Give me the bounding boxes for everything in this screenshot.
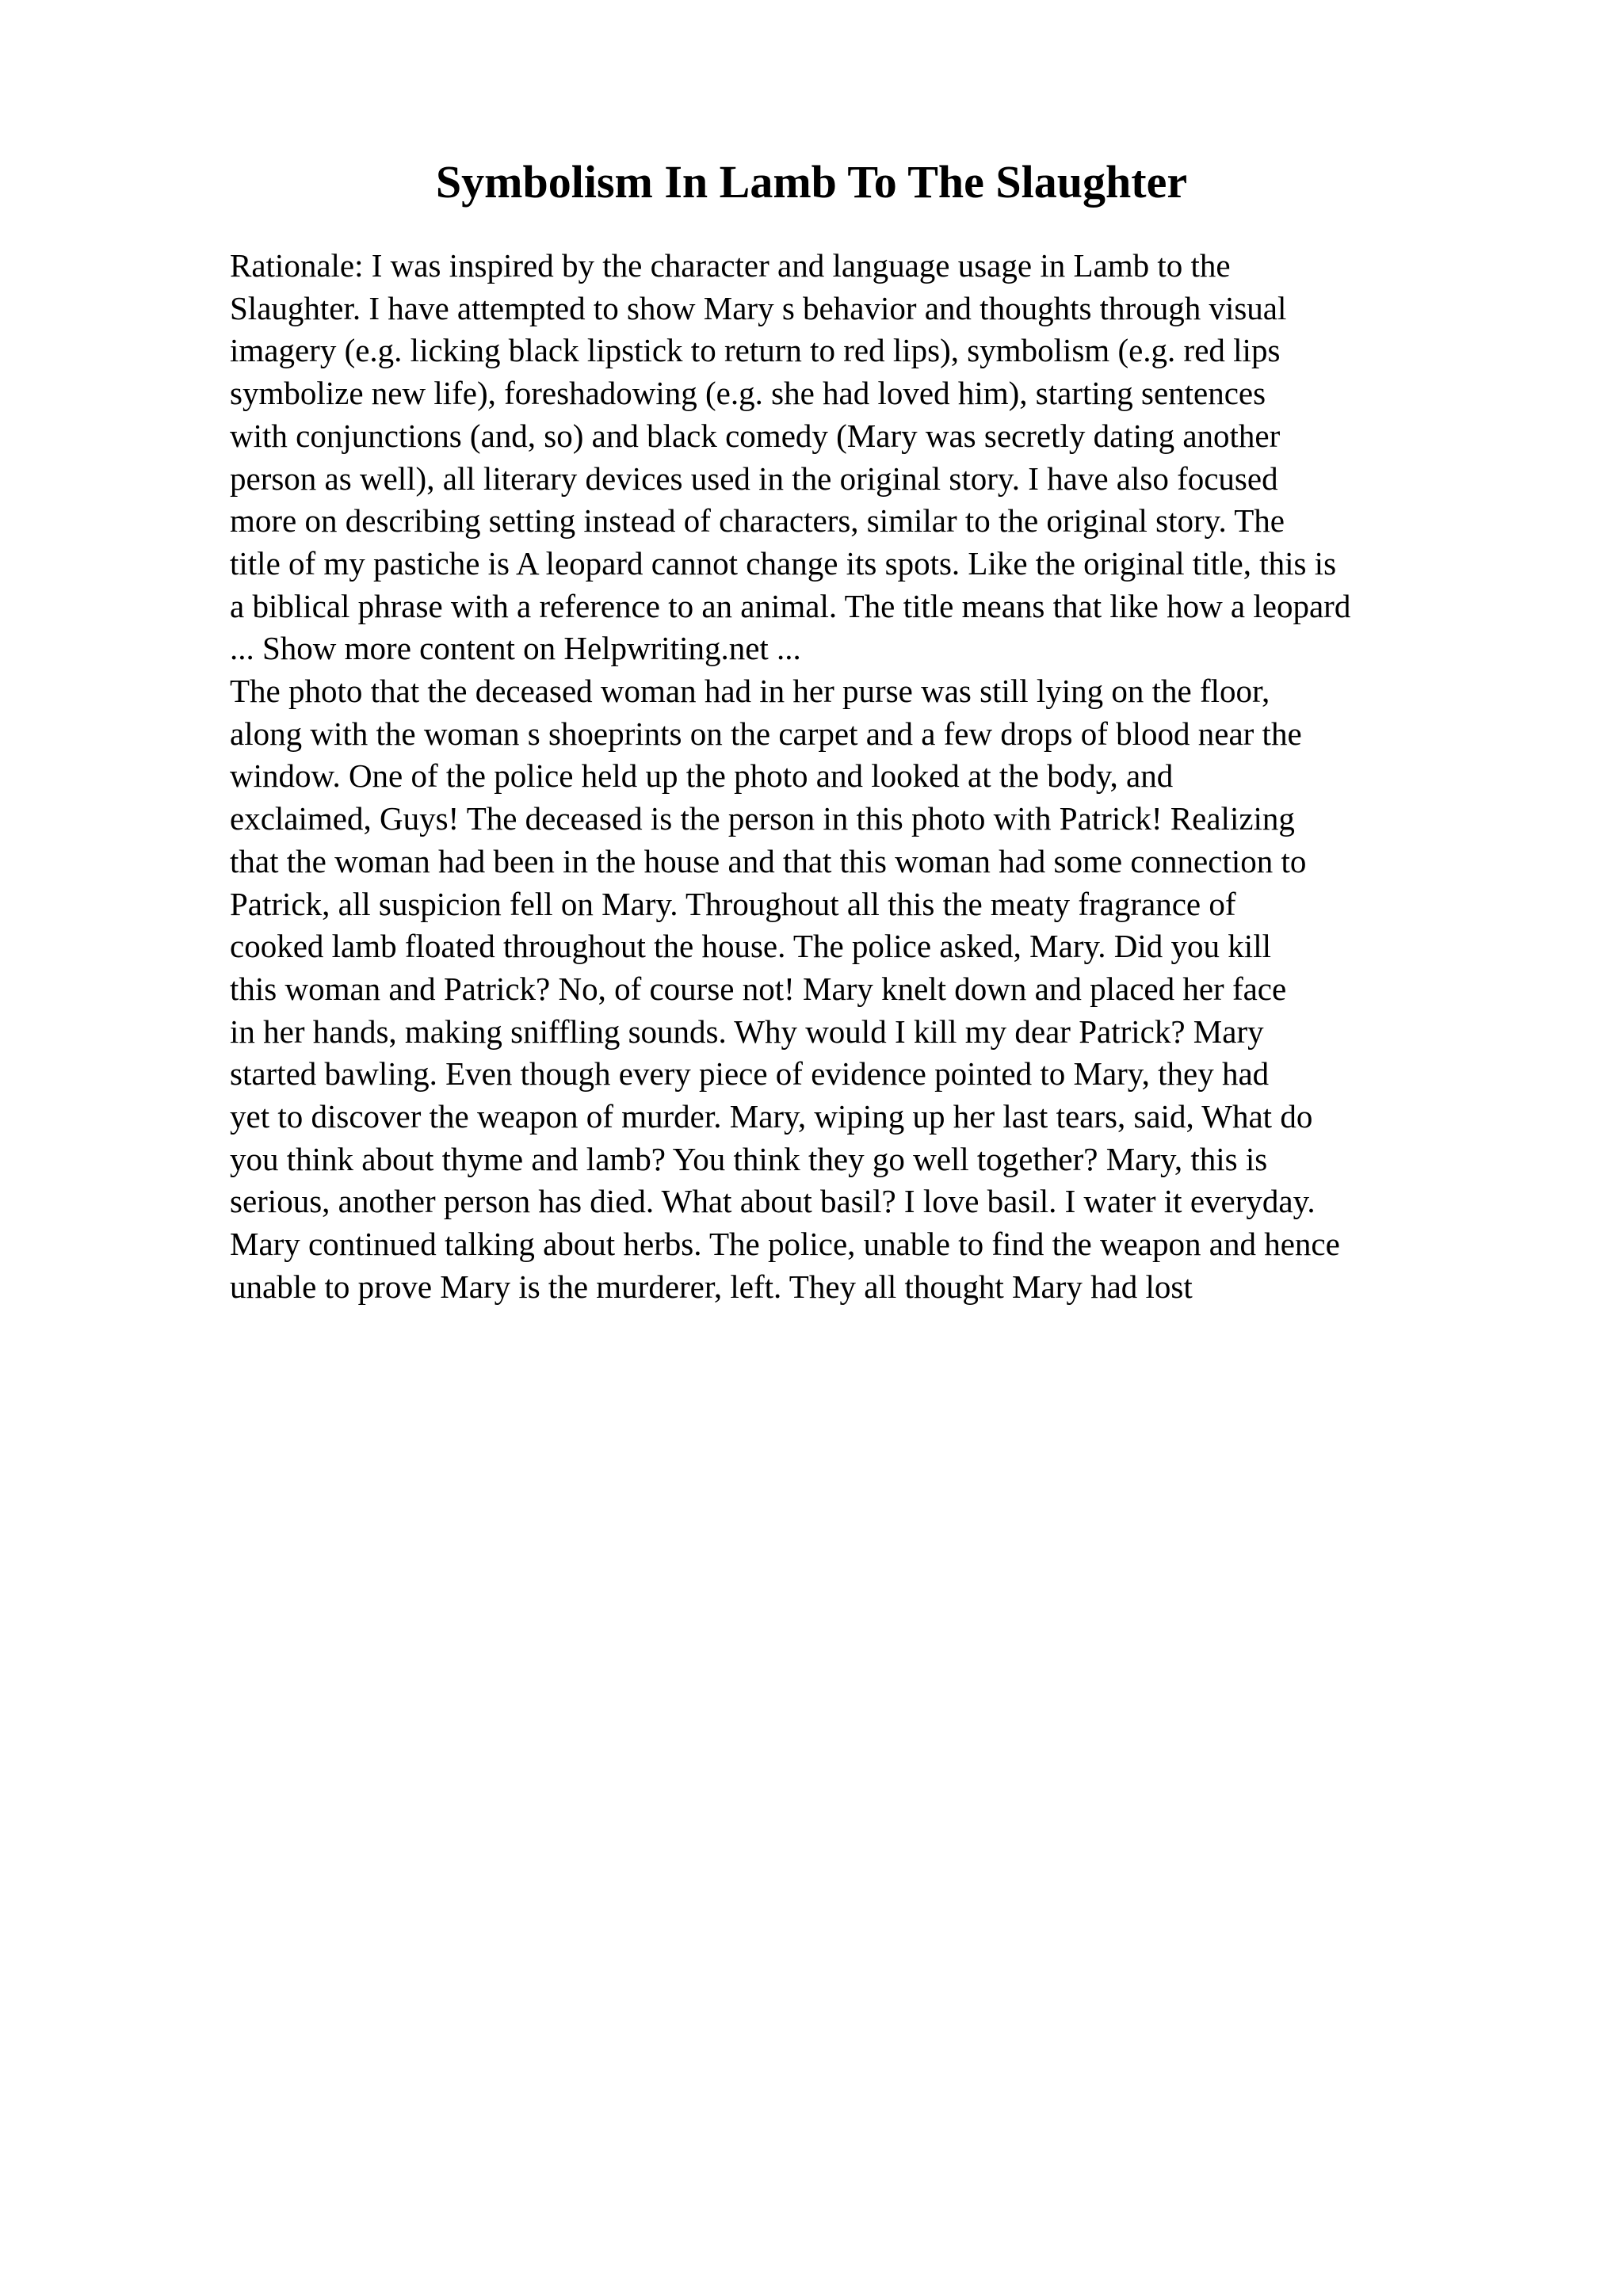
body-line: with conjunctions (and, so) and black comedy (Mary was secretly dating another [230,417,1281,454]
body-line: that the woman had been in the house and that this woman had some connection to [230,842,1307,879]
body-line: along with the woman s shoeprints on the carpet and a few drops of blood near the [230,715,1302,752]
body-line: more on describing setting instead of characters, similar to the original story. The [230,502,1285,540]
body-line: Slaughter. I have attempted to show Mary s behavior and thoughts through visual [230,289,1287,326]
body-line: serious, another person has died. What about basil? I love basil. I water it everyday. [230,1183,1316,1220]
body-line: The photo that the deceased woman had in her purse was still lying on the floor, [230,673,1270,710]
body-line: a biblical phrase with a reference to an animal. The title means that like how a leopard [230,587,1351,624]
body-line: Rationale: I was inspired by the character and language usage in Lamb to the [230,247,1231,284]
body-line: exclaimed, Guys! The deceased is the person in this photo with Patrick! Realizing [230,800,1295,837]
body-line: started bawling. Even though every piece of evidence pointed to Mary, they had [230,1055,1270,1093]
body-line: window. One of the police held up the photo and looked at the body, and [230,757,1174,795]
show-more-link[interactable]: ... Show more content on Helpwriting.net ... [230,630,801,667]
document-body [230,245,1514,1309]
body-line: imagery (e.g. licking black lipstick to return to red lips), symbolism (e.g. red lips [230,332,1281,369]
body-line: in her hands, making sniffling sounds. Why would I kill my dear Patrick? Mary [230,1013,1264,1050]
body-line: you think about thyme and lamb? You think they go well together? Mary, this is [230,1140,1268,1177]
body-line: person as well), all literary devices used in the original story. I have also focused [230,460,1278,497]
body-line: unable to prove Mary is the murderer, left. They all thought Mary had lost [230,1268,1193,1305]
body-line: symbolize new life), foreshadowing (e.g. she had loved him), starting sentences [230,375,1266,412]
document-title: Symbolism In Lamb To The Slaughter [435,156,1188,208]
body-line: this woman and Patrick? No, of course not! Mary knelt down and placed her face [230,970,1287,1007]
body-line: cooked lamb floated throughout the house. The police asked, Mary. Did you kill [230,928,1271,965]
body-line: title of my pastiche is A leopard cannot change its spots. Like the original title, this is [230,544,1337,582]
body-line: yet to discover the weapon of murder. Mary, wiping up her last tears, said, What do [230,1098,1313,1135]
body-line: Mary continued talking about herbs. The police, unable to find the weapon and hence [230,1226,1340,1263]
body-line: Patrick, all suspicion fell on Mary. Throughout all this the meaty fragrance of [230,885,1236,922]
